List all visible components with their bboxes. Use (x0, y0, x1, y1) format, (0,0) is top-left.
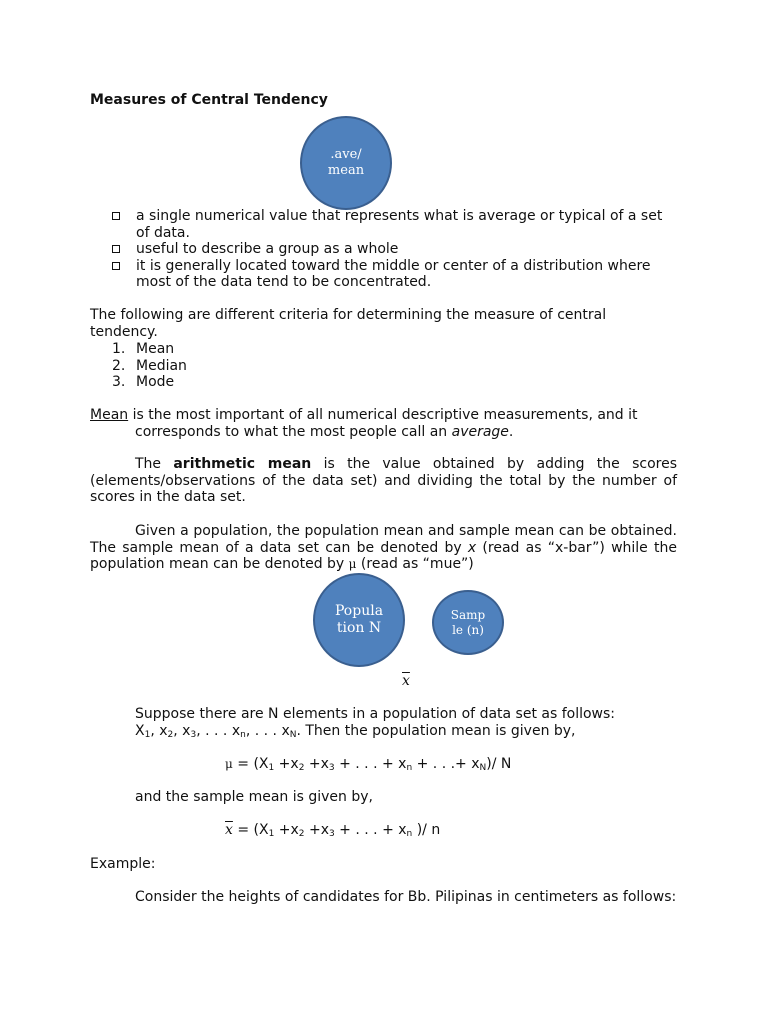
bullet-text: useful to describe a group as a whole (136, 241, 399, 257)
sample-mean-intro: and the sample mean is given by, (135, 789, 373, 805)
xbar-symbol-label: $\overline{x}$ (402, 673, 410, 689)
arithmetic-mean-term: arithmetic mean (173, 456, 312, 472)
mu-symbol: μ (348, 557, 357, 571)
population-paragraph: Given a population, the population mean and sample mean can be obtained. The sample mean of a data set can be denoted by x (read as “x-bar”) while the population mean can be denoted by μ (read as “mue”) (90, 523, 677, 572)
population-elements-line: $X_1$, $x_2$, $x_3$, . . . $x_n$, . . . $x_N$. Then the population mean is given by, (135, 722, 576, 740)
mean-term: Mean (90, 407, 129, 423)
example-label: Example: (90, 856, 156, 872)
mean-circle-line2: mean (327, 163, 365, 178)
list-item: 2. Median (112, 357, 187, 374)
example-text: Consider the heights of candidates for Bb. Pilipinas in centimeters as follows: (135, 889, 677, 905)
bullet-item (112, 208, 677, 241)
population-circle-shape (313, 573, 405, 667)
list-item: 1. Mean (112, 341, 175, 357)
bullet-text: a single numerical value that represents what is average or typical of a set of data. (136, 208, 663, 241)
population-mean-formula: $\mu = (X_1 +x_2 +x_3$ + . . . + $x_n$ + . . .+ $x_N)/$ N (225, 756, 512, 773)
list-item: 3. Mode (112, 374, 175, 390)
arithmetic-mean-paragraph: The arithmetic mean is the value obtained by adding the scores (elements/observations of the data set) and dividing the total by the number of scores in the data set. (90, 456, 677, 505)
mean-definition: Mean is the most important of all numerical descriptive measurements, and it corresponds to what the most people call an average. (90, 407, 638, 440)
square-bullet-icon (112, 245, 120, 253)
criteria-list (112, 341, 187, 391)
x-symbol: x (467, 539, 477, 556)
population-circle-line1: Popula (334, 602, 384, 619)
suppose-paragraph: Suppose there are N elements in a population of data set as follows: $X_1$, $x_2$, $x_3$, . . . $x_n$, . . . $x_N$. Then the population mean is given by, (135, 706, 677, 739)
average-emphasis: average (451, 423, 509, 440)
square-bullet-icon (112, 212, 120, 220)
population-circle-line2: tion N (336, 620, 382, 636)
definition-bullet-list (112, 208, 677, 291)
sample-circle-line1: Samp (450, 607, 486, 622)
bullet-text: it is generally located toward the middle or center of a distribution where most of the data tend to be concentrated. (136, 257, 651, 290)
bullet-item (112, 258, 677, 291)
sample-mean-formula: $\overline{x} = (X_1 +x_2 +x_3$ + . . . + $x_n$ )/ n (225, 822, 441, 839)
square-bullet-icon (112, 262, 120, 270)
bullet-item (112, 241, 677, 258)
sample-circle-shape (432, 590, 504, 655)
mean-circle-shape (300, 116, 392, 210)
document-title: Measures of Central Tendency (90, 92, 328, 108)
mean-circle-line1: .ave/ (330, 146, 362, 162)
criteria-intro: The following are different criteria for determining the measure of central tendency. (90, 307, 607, 340)
sample-circle-line2: le (n) (452, 622, 484, 637)
